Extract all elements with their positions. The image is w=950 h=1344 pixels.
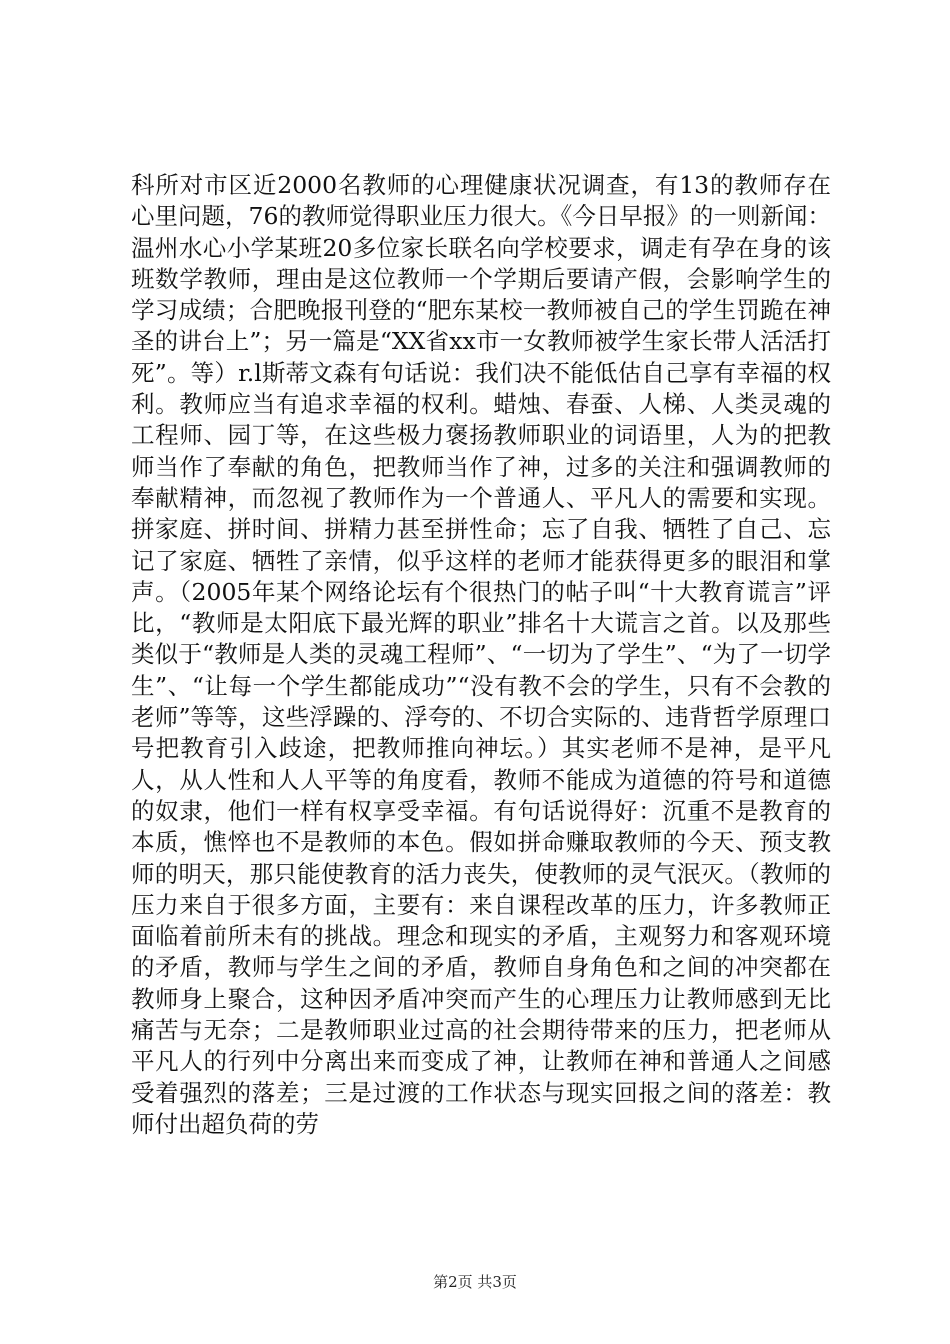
body-paragraph: 科所对市区近2000名教师的心理健康状况调查，有13的教师存在心里问题，76的教师觉得职业压力很大。《今日早报》的一则新闻：温州水心小学某班20多位家长联名向学校要求，调走有孕在身的该班数学教师，理由是这位教师一个学期后要请产假，会影响学生的学习成绩；合肥晚报刊登的“肥东某校一教师被自己的学生罚跪在神圣的讲台上”；另一篇是“XX省xx市一女教师被学生家长带人活活打死”。等）r.l斯蒂文森有句话说：我们决不能低估自己享有幸福的权利。教师应当有追求幸福的权利。蜡烛、春蚕、人梯、人类灵魂的工程师、园丁等，在这些极力褒扬教师职业的词语里，人为的把教师当作了奉献的角色，把教师当作了神，过多的关注和强调教师的奉献精神，而忽视了教师作为一个普通人、平凡人的需要和实现。拼家庭、拼时间、拼精力甚至拼性命；忘了自我、牺牲了自己、忘记了家庭、牺牲了亲情，似乎这样的老师才能获得更多的眼泪和掌声。（2005年某个网络论坛有个很热门的帖子叫“十大教育谎言”评比，“教师是太阳底下最光辉的职业”排名十大谎言之首。以及那些类似于“教师是人类的灵魂工程师”、“一切为了学生”、“为了一切学生”、“让每一个学生都能成功”“没有教不会的学生，只有不会教的老师”等等，这些浮躁的、浮夸的、不切合实际的、违背哲学原理口号把教育引入歧途，把教师推向神坛。）其实老师不是神，是平凡人，从人性和人人平等的角度看，教师不能成为道德的符号和道德的奴隶，他们一样有权享受幸福。有句话说得好：沉重不是教育的本质，憔悴也不是教师的本色。假如拼命赚取教师的今天、预支教师的明天，那只能使教育的活力丧失，使教师的灵气泯灭。（教师的压力来自于很多方面，主要有：来自课程改革的压力，许多教师正面临着前所未有的挑战。理念和现实的矛盾，主观努力和客观环境的矛盾，教师与学生之间的矛盾，教师自身角色和之间的冲突都在教师身上聚合，这种因矛盾冲突而产生的心理压力让教师感到无比痛苦与无奈；二是教师职业过高的社会期待带来的压力，把老师从平凡人的行列中分离出来而变成了神，让教师在神和普通人之间感受着强烈的落差；三是过渡的工作状态与现实回报之间的落差：教师付出超负荷的劳 (131, 171, 831, 1138)
page-footer: 第2页 共3页 (433, 1273, 517, 1291)
